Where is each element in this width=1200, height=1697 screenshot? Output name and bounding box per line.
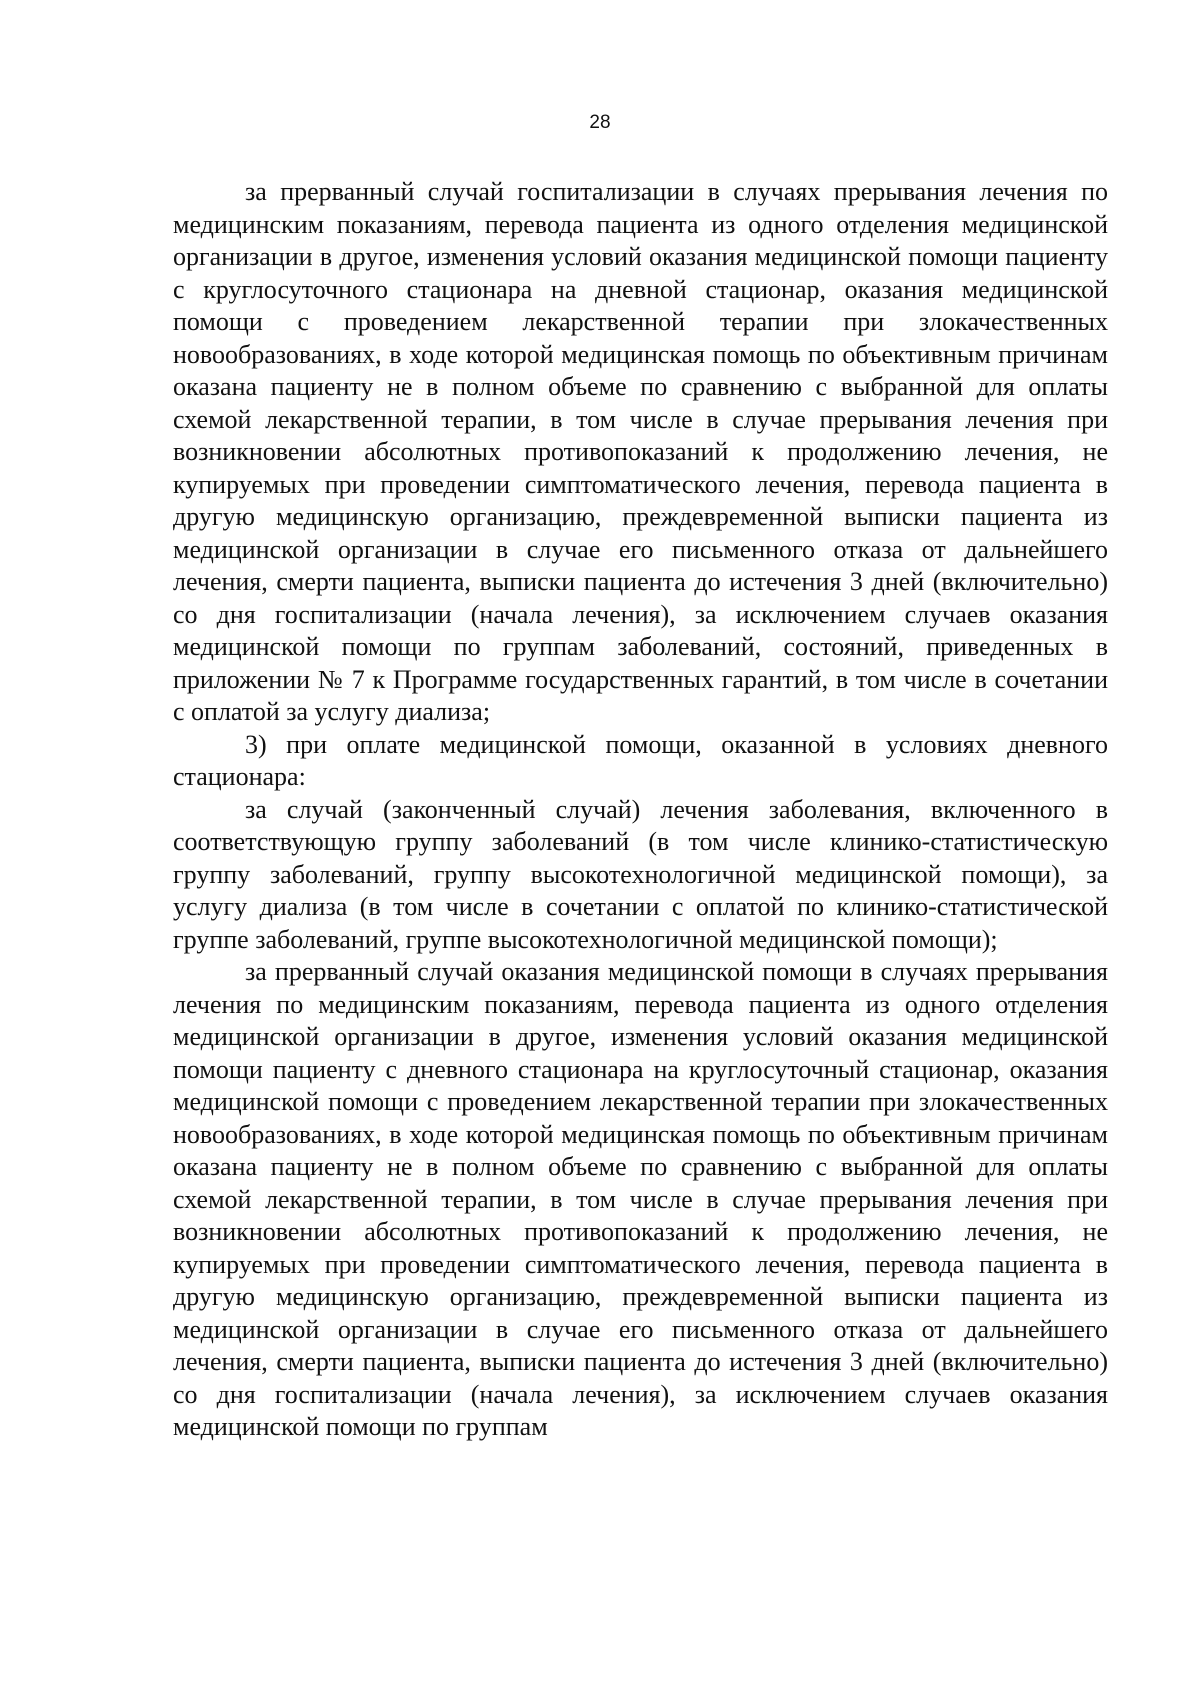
paragraph-completed-case: за случай (законченный случай) лечения заболевания, включенного в соответствующую группу заболеваний (в том числе клинико-статистическую группу заболеваний, группу высокотехнологичной медицинской помощи), за услугу диализа (в том числе в сочетании с оплатой по клинико-статистической группе заболеваний, группе высокотехнологичной медицинской помощи); bbox=[173, 794, 1108, 954]
paragraph-interrupted-hospitalization: за прерванный случай госпитализации в случаях прерывания лечения по медицинским показаниям, перевода пациента из одного отделения медицинской организации в другое, изменения условий оказания медицинской помощи пациенту с круглосуточного стационара на дневной стационар, оказания медицинской помощи с проведением лекарственной терапии при злокачественных новообразованиях, в ходе которой медицинская помощь по объективным причинам оказана пациенту не в полном объеме по сравнению с выбранной для оплаты схемой лекарственной терапии, в том числе в случае прерывания лечения при возникновении абсолютных противопоказаний к продолжению лечения, не купируемых при проведении симптоматического лечения, перевода пациента в другую медицинскую организацию, преждевременной выписки пациента из медицинской организации в случае его письменного отказа от дальнейшего лечения, смерти пациента, выписки пациента до истечения 3 дней (включительно) со дня госпитализации (начала лечения), за исключением случаев оказания медицинской помощи по группам заболеваний, состояний, приведенных в приложении № 7 к Программе государственных гарантий, в том числе в сочетании с оплатой за услугу диализа; bbox=[173, 177, 1108, 726]
document-body bbox=[173, 176, 1108, 1444]
paragraph-day-hospital-payment: 3) при оплате медицинской помощи, оказанной в условиях дневного стационара: bbox=[173, 729, 1108, 791]
paragraph-interrupted-care-case: за прерванный случай оказания медицинской помощи в случаях прерывания лечения по медицинским показаниям, перевода пациента из одного отделения медицинской организации в другое, изменения условий оказания медицинской помощи пациенту с дневного стационара на круглосуточный стационар, оказания медицинской помощи с проведением лекарственной терапии при злокачественных новообразованиях, в ходе которой медицинская помощь по объективным причинам оказана пациенту не в полном объеме по сравнению с выбранной для оплаты схемой лекарственной терапии, в том числе в случае прерывания лечения при возникновении абсолютных противопоказаний к продолжению лечения, не купируемых при проведении симптоматического лечения, перевода пациента в другую медицинскую организацию, преждевременной выписки пациента из медицинской организации в случае его письменного отказа от дальнейшего лечения, смерти пациента, выписки пациента до истечения 3 дней (включительно) со дня госпитализации (начала лечения), за исключением случаев оказания медицинской помощи по группам bbox=[173, 957, 1108, 1441]
page-number: 28 bbox=[589, 112, 611, 133]
